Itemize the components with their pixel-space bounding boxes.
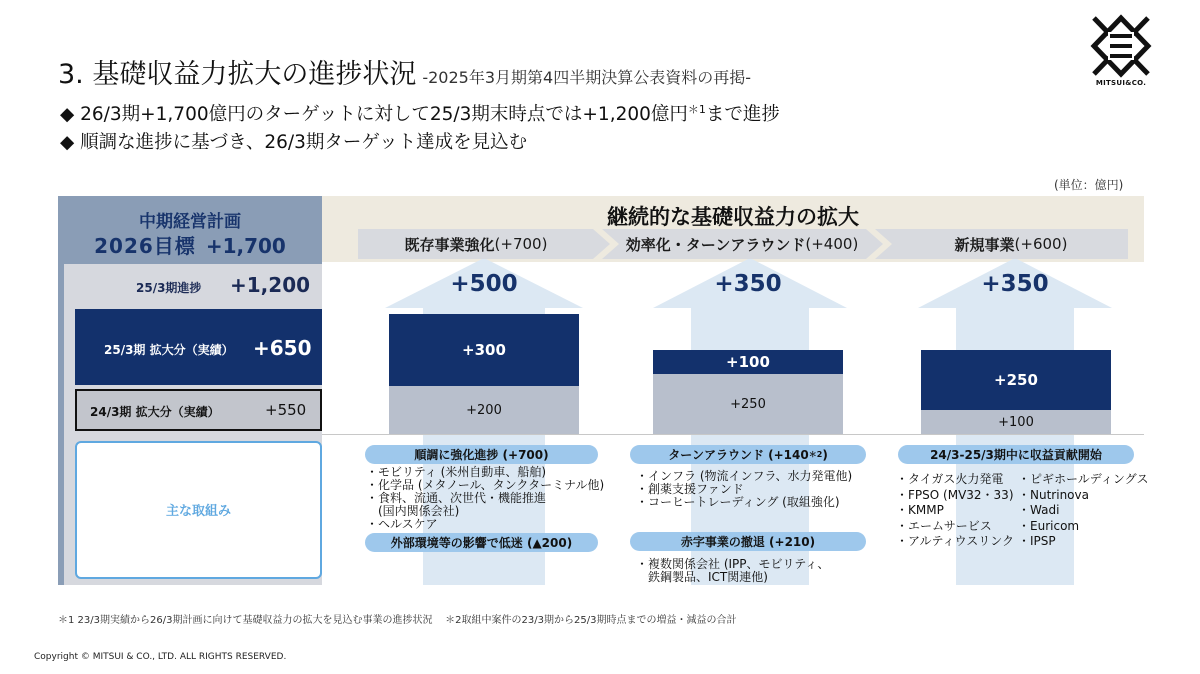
- bar-3-bottom: +100: [921, 410, 1111, 434]
- plan-target: [58, 230, 322, 259]
- bullet-1-footnote-mark: ＊1: [687, 102, 706, 116]
- col2-item-3: ・ コーヒートレーディング (取組強化): [636, 496, 852, 509]
- col1-item-3: ・ 食料、流通、次世代・機能推進: [366, 492, 604, 505]
- category-3-name: 新規事業: [954, 235, 1015, 254]
- mitsui-logo-icon: [1088, 14, 1154, 84]
- category-1-name: 既存事業強化: [404, 235, 495, 254]
- col2-pill-1: [630, 445, 866, 464]
- col1-list: [366, 466, 604, 531]
- title-text: 3. 基礎収益力拡大の進捗状況: [58, 59, 417, 90]
- bar-1-bottom: +200: [389, 386, 579, 434]
- col3-item-6: ・ ピギホールディングス: [1018, 472, 1148, 488]
- category-2-target: (+400): [805, 235, 859, 253]
- footnotes: [58, 611, 736, 626]
- col1-item-2: ・ 化学品 (メタノール、タンクターミナル他): [366, 479, 604, 492]
- copyright: Copyright © MITSUI & CO., LTD. ALL RIGHTS RESERVED.: [34, 652, 287, 662]
- bullet-1: [60, 100, 780, 126]
- bullet-1-tail: まで進捗: [705, 104, 780, 125]
- plan-target-value: +1,700: [205, 234, 286, 258]
- col3-item-5: ・ アルティウスリンク: [896, 534, 1014, 550]
- col2-pill-1-text: ターンアラウンド (+140: [668, 448, 809, 462]
- category-3-target: (+600): [1014, 235, 1068, 253]
- col1-item-1: ・ モビリティ (米州自動車、船舶): [366, 466, 604, 479]
- actual-value: +650: [253, 336, 312, 360]
- col2-item-1: ・ インフラ (物流インフラ、水力発電他): [636, 470, 852, 483]
- progress-value: +1,200: [230, 273, 311, 297]
- col3-item-10: ・ IPSP: [1018, 534, 1148, 550]
- bullet-1-text: ◆ 26/3期+1,700億円のターゲットに対して25/3期末時点では+1,200億円: [60, 104, 688, 125]
- col1-pill-1: 順調に強化進捗 (+700): [365, 445, 598, 464]
- col3-item-8: ・ Wadi: [1018, 503, 1148, 519]
- plan-target-label: 2026目標: [94, 234, 196, 258]
- logo-text: MITSUI&CO.: [1095, 79, 1147, 87]
- prev-label: 24/3期 拡大分（実績）: [90, 405, 220, 419]
- col1-item-4: ・ ヘルスケア: [366, 518, 604, 531]
- category-2-name: 効率化・ターンアラウンド: [625, 235, 806, 254]
- chart-baseline: [322, 434, 1144, 435]
- footnote-2: ＊2取組中案件の23/3期から25/3期時点までの増益・減益の合計: [445, 615, 737, 626]
- progress-label: 25/3期進捗: [136, 281, 202, 295]
- col2-item-2: ・ 創薬支援ファンド: [636, 483, 852, 496]
- col3-list-left: [896, 472, 1014, 550]
- col3-pill-1: 24/3-25/3期中に収益貢献開始: [898, 445, 1134, 464]
- col3-item-3: ・ KMMP: [896, 503, 1014, 519]
- bar-2-bottom: +250: [653, 374, 843, 434]
- page-title: [58, 52, 751, 91]
- category-1-total: +500: [450, 271, 518, 297]
- col2-pill-1-mark: ＊2: [808, 450, 823, 459]
- col3-item-1: ・ タイガス火力発電: [896, 472, 1014, 488]
- category-3-header: [895, 231, 1127, 257]
- bar-2-top: +100: [653, 350, 843, 374]
- prev-value: +550: [265, 401, 307, 419]
- bar-3-top: +250: [921, 350, 1111, 410]
- col3-item-4: ・ エームサービス: [896, 519, 1014, 535]
- growth-title: 継続的な基礎収益力の拡大: [607, 205, 859, 229]
- col2-item-4-sub: 鉄鋼製品、ICT関連他): [648, 570, 768, 584]
- category-1-header: [358, 231, 594, 257]
- col3-item-9: ・ Euricom: [1018, 519, 1148, 535]
- col1-item-3-sub: (国内関係会社): [378, 504, 460, 518]
- col3-item-2: ・ FPSO (MV32・33): [896, 488, 1014, 504]
- col1-pill-2: 外部環境等の影響で低迷 (▲200): [365, 533, 598, 552]
- plan-heading: 中期経営計画: [139, 212, 241, 232]
- footnote-1: ＊1 23/3期実績から26/3期計画に向けて基礎収益力の拡大を見込む事業の進捗状況: [58, 615, 433, 626]
- bullet-2: ◆ 順調な進捗に基づき、26/3期ターゲット達成を見込む: [60, 132, 528, 153]
- category-2-header: [614, 231, 870, 257]
- col2-pill-1-end: ): [822, 447, 828, 462]
- bar-1-top: +300: [389, 314, 579, 386]
- page-subtitle: -2025年3月期第4四半期決算公表資料の再掲-: [422, 68, 751, 87]
- col2-item-4: ・ 複数関係会社 (IPP、モビリティ、: [636, 558, 829, 571]
- category-1-target: (+700): [494, 235, 548, 253]
- category-2-total: +350: [714, 271, 782, 297]
- col3-list-right: [1018, 472, 1148, 550]
- col2-list-2: [636, 558, 829, 584]
- unit-label: (単位：億円): [1054, 178, 1124, 192]
- initiatives-label: 主な取組み: [165, 504, 231, 519]
- col2-list-1: [636, 470, 852, 509]
- col2-pill-2: 赤字事業の撤退 (+210): [630, 532, 866, 551]
- col3-item-7: ・ Nutrinova: [1018, 488, 1148, 504]
- actual-label: 25/3期 拡大分（実績）: [104, 343, 234, 357]
- category-3-total: +350: [981, 271, 1049, 297]
